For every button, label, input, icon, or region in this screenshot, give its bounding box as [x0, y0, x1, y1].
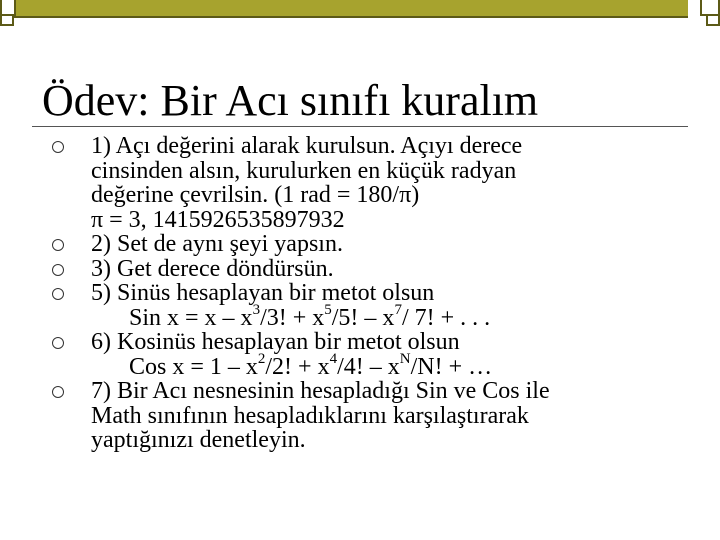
item-line: π = 3, 1415926535897932	[91, 206, 345, 233]
circle-bullet-icon	[52, 239, 64, 251]
formula-exponent: 5	[324, 301, 332, 318]
circle-bullet-icon	[52, 386, 64, 398]
formula-part: /5! – x	[331, 304, 395, 331]
item-line: 5) Sinüs hesaplayan bir metot olsun	[91, 280, 435, 306]
item-line: 7) Bir Acı nesnesinin hesapladığı Sin ve Cos ile	[91, 378, 550, 404]
item-line: yaptığınızı denetleyin.	[91, 427, 306, 453]
circle-bullet-icon	[52, 264, 64, 276]
formula-exponent: 2	[257, 350, 266, 367]
item-line: değerine çevrilsin. (1 rad = 180/π)	[91, 182, 420, 208]
circle-bullet-icon	[52, 288, 64, 300]
corner-square-right	[700, 0, 720, 16]
list-item	[52, 257, 672, 282]
cos-formula	[91, 350, 672, 380]
item-line: 6) Kosinüs hesaplayan bir metot olsun	[91, 329, 460, 355]
list-item	[52, 134, 672, 232]
formula-part: /4! – x	[337, 353, 400, 380]
list-item	[52, 330, 672, 379]
formula-exponent: 7	[394, 301, 402, 318]
item-line: 3) Get derece döndürsün.	[91, 255, 334, 282]
item-line: cinsinden alsın, kurulurken en küçük radyan	[91, 157, 517, 184]
list-item	[52, 281, 672, 330]
olive-band	[14, 0, 688, 18]
slide-top-decoration	[0, 0, 720, 24]
corner-small-left	[0, 16, 14, 26]
circle-bullet-icon	[52, 337, 64, 349]
formula-exponent: 4	[329, 350, 338, 367]
list-item	[52, 232, 672, 257]
item-line: Math sınıfının hesapladıklarını karşılaştırarak	[91, 402, 529, 429]
item-line: 2) Set de aynı şeyi yapsın.	[91, 231, 343, 257]
formula-part: / 7! + . . .	[401, 304, 491, 331]
title-divider	[32, 126, 688, 127]
circle-bullet-icon	[52, 141, 64, 153]
formula-part: Sin x = x – x	[129, 304, 253, 331]
formula-exponent: N	[399, 350, 411, 367]
formula-part: /N! + …	[410, 353, 493, 380]
formula-exponent: 3	[252, 301, 261, 318]
formula-part: /2! + x	[265, 353, 330, 380]
formula-part: /3! + x	[260, 304, 325, 331]
item-line: 1) Açı değerini alarak kurulsun. Açıyı derece	[91, 133, 523, 159]
sin-formula	[91, 301, 672, 331]
list-item	[52, 379, 672, 453]
corner-small-right	[706, 16, 720, 26]
bullet-list	[52, 134, 672, 453]
formula-part: Cos x = 1 – x	[129, 353, 258, 380]
slide-title: Ödev: Bir Acı sınıfı kuralım	[42, 76, 539, 125]
